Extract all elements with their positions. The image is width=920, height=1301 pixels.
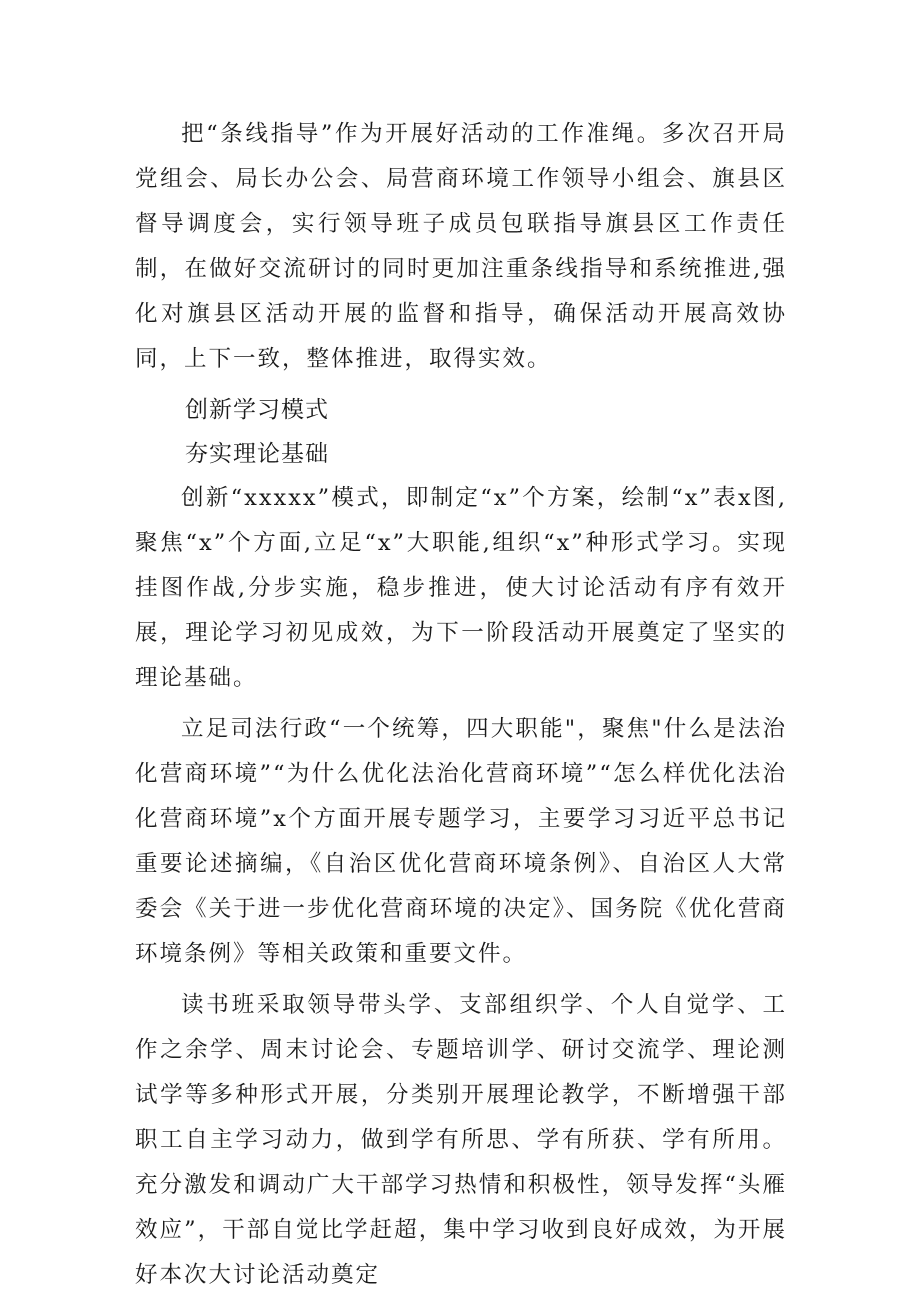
section-heading-theory-foundation: 夯实理论基础 — [185, 441, 329, 467]
paragraph-reading-class: 读书班采取领导带头学、支部组织学、个人自觉学、工作之余学、周末讨论会、专题培训学、研讨交流学、理论测试学等多种形式开展，分类别开展理论教学，不断增强干部职工自主学习动力，做到学有所思、学有所获、学有所用。充分激发和调动广大干部学习热情和积极性，领导发挥“头雁效应”，干部自觉比学赶超，集中学习收到良好成效，为开展好本次大讨论活动奠定 — [135, 992, 787, 1288]
document-body — [135, 112, 787, 1298]
paragraph-learning-model: 创新“xxxxx”模式，即制定“x”个方案，绘制“x”表x图,聚焦“x”个方面,立足“x”大职能,组织“x”种形式学习。实现挂图作战,分步实施，稳步推进，使大讨论活动有序有效开展，理论学习初见成效，为下一阶段活动开展奠定了坚实的理论基础。 — [135, 485, 787, 691]
section-heading-innovate-learning: 创新学习模式 — [185, 397, 329, 423]
paragraph-special-study: 立足司法行政“一个统筹，四大职能"，聚焦"什么是法治化营商环境”“为什么优化法治化营商环境”“怎么样优化法治化营商环境”x个方面开展专题学习，主要学习习近平总书记重要论述摘编，《自治区优化营商环境条例》、自治区人大常委会《关于进一步优化营商环境的决定》、国务院《优化营商环境条例》等相关政策和重要文件。 — [135, 716, 787, 967]
paragraph-strip-guidance: 把“条线指导”作为开展好活动的工作准绳。多次召开局党组会、局长办公会、局营商环境工作领导小组会、旗县区督导调度会，实行领导班子成员包联指导旗县区工作责任制，在做好交流研讨的同时更加注重条线指导和系统推进,强化对旗县区活动开展的监督和指导，确保活动开展高效协同，上下一致，整体推进，取得实效。 — [135, 121, 787, 372]
